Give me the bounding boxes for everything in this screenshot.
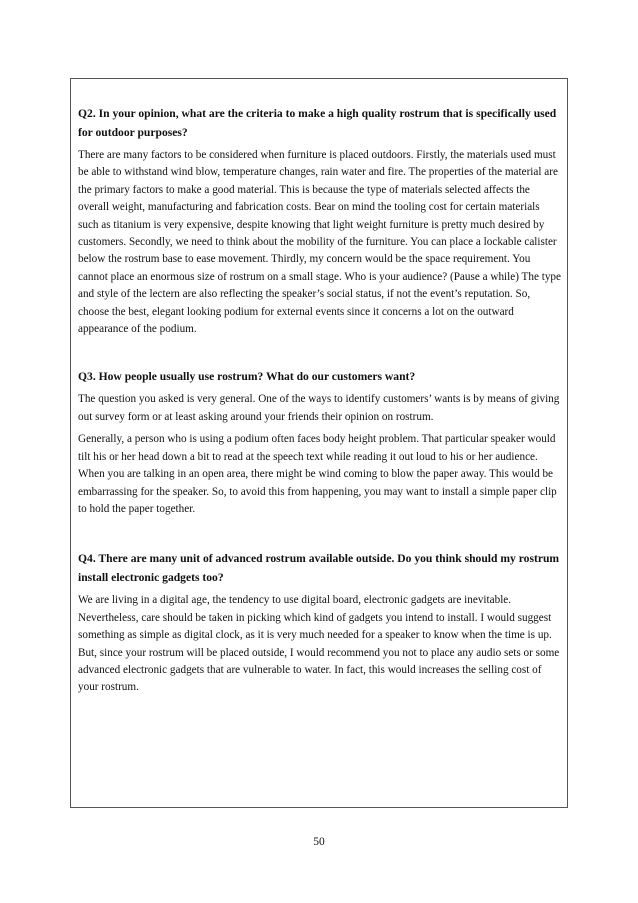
qa-section-q4	[78, 549, 562, 696]
answer-paragraph: We are living in a digital age, the tendency to use digital board, electronic gadgets are inevitable. Nevertheless, care should be taken in picking which kind of gadgets you intend to install. I would suggest something as simple as digital clock, as it is very much needed for a speaker to know when the time is up. But, since your rostrum will be placed outside, I would recommend you not to place any audio sets or some advanced electronic gadgets that are vulnerable to water. In fact, this would increases the selling cost of your rostrum.	[78, 594, 560, 694]
answer-paragraph: The question you asked is very general. One of the ways to identify customers’ wants is by means of giving out survey form or at least asking around your friends their opinion on rostrum.	[78, 393, 560, 423]
interview-content	[78, 104, 562, 702]
qa-section-q3	[78, 367, 562, 518]
answer-paragraph: Generally, a person who is using a podium often faces body height problem. That particular speaker would tilt his or her head down a bit to read at the speech text while reading it out loud to his or her audience. When you are talking in an open area, there might be wind coming to blow the paper away. This would be embarrassing for the speaker. So, to avoid this from happening, you may want to install a simple paper clip to hold the paper together.	[78, 433, 557, 515]
answer-paragraph: There are many factors to be considered when furniture is placed outdoors. Firstly, the materials used must be able to withstand wind blow, temperature changes, rain water and fire. The properties of the material are the primary factors to make a good material. This is because the type of materials selected affects the overall weight, manufacturing and fabrication costs. Bear on mind the tooling cost for certain materials such as titanium is very expensive, despite knowing that light weight furniture is pretty much desired by customers. Secondly, we need to think about the mobility of the furniture. You can place a lockable calister below the rostrum base to ease movement. Thirdly, my concern would be the space requirement. You cannot place an enormous size of rostrum on a small stage. Who is your audience? (Pause a while) The type and style of the lectern are also reflecting the speaker’s social status, if not the event’s reputation. So, choose the best, elegant looking podium for external events since it concerns a lot on the outward appearance of the podium.	[78, 149, 561, 336]
question-q2: Q2. In your opinion, what are the criteria to make a high quality rostrum that is specifically used for outdoor purposes?	[78, 107, 557, 139]
question-q4: Q4. There are many unit of advanced rostrum available outside. Do you think should my rostrum install electronic gadgets too?	[78, 552, 560, 585]
question-q3: Q3. How people usually use rostrum? What do our customers want?	[78, 370, 416, 384]
page-number: 50	[313, 836, 325, 848]
qa-section-q2	[78, 104, 562, 338]
